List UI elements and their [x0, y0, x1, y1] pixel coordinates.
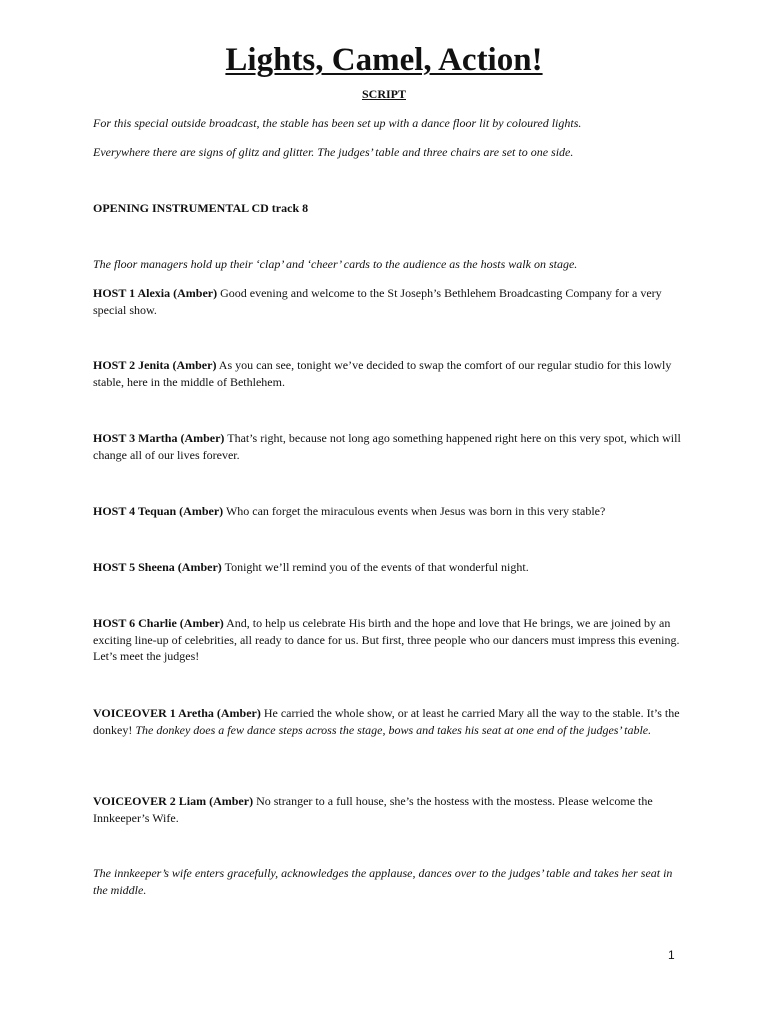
line-text: Who can forget the miraculous events when Jesus was born in this very stable?	[225, 504, 606, 518]
inline-stage-direction: The donkey does a few dance steps across the stage, bows and takes his seat at one end of the judges’ table.	[135, 722, 652, 737]
document-title: Lights, Camel, Action!	[225, 42, 543, 78]
speaker-name: HOST 6 Charlie (Amber)	[93, 616, 224, 630]
page-number: 1	[668, 948, 675, 962]
stage-direction-innkeepers-wife: The innkeeper’s wife enters gracefully, acknowledges the applause, dances over to the judges’ table and takes her seat in the middle.	[93, 866, 673, 897]
script-label: SCRIPT	[361, 87, 406, 101]
line-text: As you can see, tonight we’ve decided to swap the comfort of our regular studio for this lowly stable, here in the middle of Bethlehem.	[93, 358, 672, 389]
speaker-name: HOST 5 Sheena (Amber)	[93, 560, 222, 574]
line-text: No stranger to a full house, she’s the hostess with the mostess. Please welcome the Innkeeper’s Wife.	[93, 794, 653, 825]
stage-direction-floor-managers: The floor managers hold up their ‘clap’ and ‘cheer’ cards to the audience as the hosts walk on stage.	[93, 257, 578, 271]
line-text: And, to help us celebrate His birth and the hope and love that He brings, we are joined by an exciting line-up of celebrities, all ready to dance for us. But first, three people who our dancers must impress this evening. Let’s meet the judges!	[93, 616, 680, 663]
script-line-host-5	[93, 559, 683, 576]
opening-instrumental-heading: OPENING INSTRUMENTAL CD track 8	[93, 201, 309, 215]
script-line-voiceover-2	[93, 793, 683, 826]
line-text: Tonight we’ll remind you of the events of that wonderful night.	[224, 560, 529, 574]
speaker-name: HOST 2 Jenita (Amber)	[93, 358, 217, 372]
script-line-host-3	[93, 430, 683, 463]
line-text: That’s right, because not long ago something happened right here on this very spot, which will change all of our lives forever.	[93, 431, 681, 462]
script-line-voiceover-1	[93, 705, 683, 738]
script-line-host-4	[93, 503, 683, 520]
speaker-name: VOICEOVER 2 Liam (Amber)	[93, 794, 254, 808]
speaker-name: VOICEOVER 1 Aretha (Amber)	[93, 706, 261, 720]
script-line-host-6	[93, 615, 683, 665]
script-line-host-2	[93, 357, 683, 390]
line-text: He carried the whole show, or at least he carried Mary all the way to the stable. It’s the donkey!	[93, 706, 680, 737]
intro-paragraph-2: Everywhere there are signs of glitz and glitter. The judges’ table and three chairs are set to one side.	[93, 145, 574, 159]
speaker-name: HOST 3 Martha (Amber)	[93, 431, 225, 445]
speaker-name: HOST 4 Tequan (Amber)	[93, 504, 224, 518]
line-text: Good evening and welcome to the St Joseph’s Bethlehem Broadcasting Company for a very special show.	[93, 286, 662, 317]
script-line-host-1	[93, 285, 683, 318]
speaker-name: HOST 1 Alexia (Amber)	[93, 286, 218, 300]
intro-paragraph-1: For this special outside broadcast, the stable has been set up with a dance floor lit by coloured lights.	[93, 116, 582, 130]
